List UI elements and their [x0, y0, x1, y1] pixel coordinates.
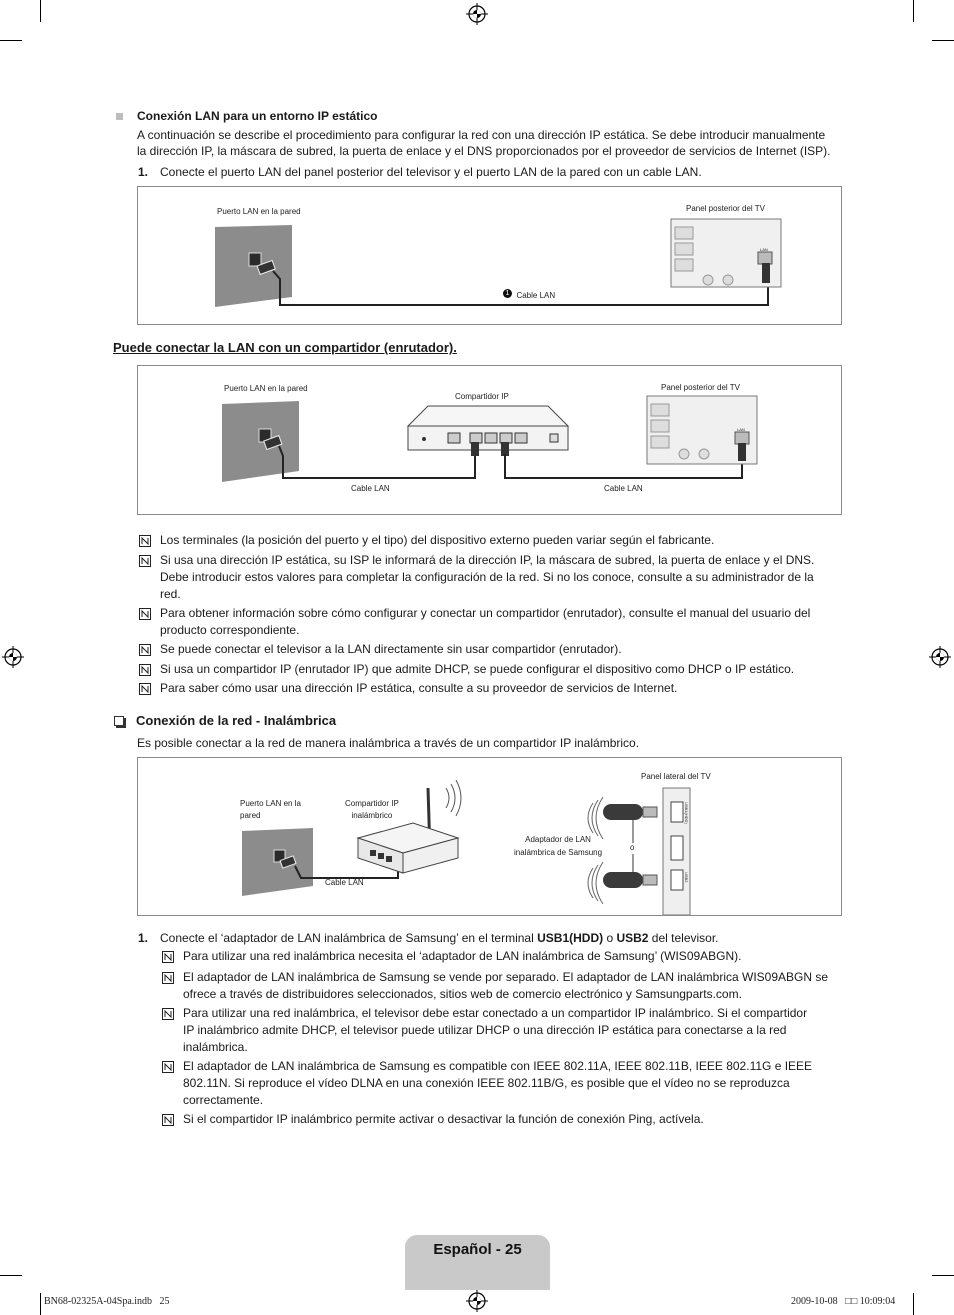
router-label-line: inalámbrico	[351, 811, 393, 820]
crop-mark	[0, 40, 22, 41]
usb1-label: USB1(HDD)	[684, 802, 689, 824]
cable-label-group	[503, 285, 555, 303]
lan-plug-icon	[762, 263, 770, 283]
crop-mark	[913, 0, 914, 22]
note-text-line: Se puede conectar el televisor a la LAN directamente sin usar compartidor (enrutador).	[160, 642, 622, 656]
note-text-line: Si el compartidor IP inalámbrico permite activar o desactivar la función de conexión Ping, actívela.	[183, 1112, 704, 1126]
adapter-label-line: inalámbrica de Samsung	[514, 848, 603, 857]
router-label	[345, 798, 399, 822]
wireless-intro: Es posible conectar a la red de manera inalámbrica a través de un compartidor IP inalámbrico.	[137, 736, 640, 750]
lan-port-label: LAN	[737, 427, 745, 432]
or-label: o	[630, 843, 635, 852]
lan-plug-icon	[738, 443, 746, 461]
wall-port-label	[240, 798, 301, 822]
note-text-line: 802.11N. Si reproduce el vídeo DLNA en una conexión IEEE 802.11B/G, es posible que el vídeo no se reproduzca	[183, 1076, 790, 1090]
tv-lan-port-icon	[735, 432, 749, 444]
note-icon	[139, 683, 151, 695]
intro-paragraph: A continuación se describe el procedimiento para configurar la red con una dirección IP estática. Se debe introducir manualmente	[137, 128, 826, 142]
tv-panel-label: Panel posterior del TV	[661, 383, 741, 392]
note-icon	[139, 644, 151, 656]
hdmi-port-icon	[671, 836, 683, 860]
side-panel-label: Panel lateral del TV	[641, 772, 711, 781]
router-label: Compartidor IP	[455, 392, 509, 401]
note-text-line: producto correspondiente.	[160, 623, 300, 637]
step-number: 1.	[138, 931, 149, 945]
wireless-heading: Conexión de la red - Inalámbrica	[136, 713, 337, 728]
note-icon	[139, 664, 151, 676]
usb2-port-icon	[671, 870, 683, 890]
cable-label: Cable LAN	[604, 484, 643, 493]
crop-mark	[40, 0, 41, 22]
note-text-line: Para utilizar una red inalámbrica necesita el ‘adaptador de LAN inalámbrica de Samsung’ (WIS09ABGN).	[183, 949, 742, 963]
callout-number-icon: 1	[503, 289, 512, 298]
diagram-wireless	[137, 757, 842, 916]
note-icon	[162, 972, 174, 984]
crop-mark	[932, 1275, 954, 1276]
usb2-label: USB2	[684, 872, 689, 883]
diagram-router-lan	[137, 365, 842, 515]
note-text-line: Si usa un compartidor IP (enrutador IP) que admite DHCP, se puede configurar el dispositivo como DHCP o IP estático.	[160, 662, 795, 676]
note-text-line: Para saber cómo usar una dirección IP estática, consulte a su proveedor de servicios de Internet.	[160, 681, 678, 695]
lan-port-label: LAN	[760, 247, 768, 252]
wall-port-label: Puerto LAN en la pared	[217, 207, 301, 216]
note-text-line: inalámbrica.	[183, 1040, 248, 1054]
tv-lan-port-icon	[758, 252, 772, 264]
note-icon	[139, 535, 151, 547]
wall-port-label: Puerto LAN en la pared	[224, 384, 308, 393]
registration-mark-icon	[466, 1290, 488, 1312]
wireless-step-text	[160, 930, 719, 947]
wall-port-label-line: pared	[240, 811, 261, 820]
crop-mark	[0, 1275, 22, 1276]
registration-mark-icon	[2, 646, 24, 668]
step-number: 1.	[138, 165, 149, 179]
page-tab	[405, 1235, 550, 1290]
usb1-term: USB1(HDD)	[537, 931, 604, 945]
cable-label: Cable LAN	[351, 484, 390, 493]
lan-cable-line	[279, 446, 475, 478]
bullet-square-icon	[116, 113, 123, 120]
note-text-line: red.	[160, 587, 181, 601]
adapter-label	[514, 833, 602, 859]
lan-plug-icon	[501, 442, 509, 456]
adapter-label-line: Adaptador de LAN	[525, 835, 591, 844]
cable-label: Cable LAN	[325, 878, 364, 887]
section-title: Conexión LAN para un entorno IP estático	[137, 109, 378, 123]
note-text-line: El adaptador de LAN inalámbrica de Samsung se vende por separado. El adaptador de LAN inalámbrica WIS09ABGN se	[183, 970, 829, 984]
note-icon	[162, 1114, 174, 1126]
checkbox-bullet-icon	[114, 716, 124, 726]
note-icon	[162, 951, 174, 963]
note-text-line: correctamente.	[183, 1093, 264, 1107]
lan-plug-icon	[471, 442, 479, 456]
note-text-line: Debe introducir estos valores para completar la configuración de la red. Si no los conoce, consulte a su administrador de la	[160, 570, 814, 584]
step-text: Conecte el puerto LAN del panel posterior del televisor y el puerto LAN de la pared con un cable LAN.	[160, 165, 702, 179]
wireless-adapter-icon	[603, 804, 643, 820]
note-text-line: Para utilizar una red inalámbrica, el televisor debe estar conectado a un compartidor IP inalámbrico. Si el compartidor	[183, 1006, 808, 1020]
tv-panel-label: Panel posterior del TV	[686, 204, 766, 213]
note-icon	[162, 1008, 174, 1020]
footer-datetime: 2009-10-08 □□ 10:09:04	[791, 1296, 896, 1307]
note-icon	[162, 1061, 174, 1073]
step-text-part: Conecte el ‘adaptador de LAN inalámbrica de Samsung’ en el terminal	[160, 931, 538, 945]
cable-label: Cable LAN	[516, 291, 556, 300]
note-text-line: Los terminales (la posición del puerto y el tipo) del dispositivo externo pueden variar según el fabricante.	[160, 533, 715, 547]
registration-mark-icon	[466, 3, 488, 25]
wall-port-label-line: Puerto LAN en la	[240, 799, 301, 808]
intro-paragraph: la dirección IP, la máscara de subred, la puerta de enlace y el DNS proporcionados por el proveedor de servicios de Internet (ISP).	[137, 144, 831, 158]
note-text-line: El adaptador de LAN inalámbrica de Samsung es compatible con IEEE 802.11A, IEEE 802.11B, IEEE 802.11G e IEEE	[183, 1059, 813, 1073]
crop-mark	[40, 1293, 41, 1315]
router-heading: Puede conectar la LAN con un compartidor (enrutador).	[113, 340, 457, 355]
crop-mark	[913, 1293, 914, 1315]
page-number-label: Español - 25	[433, 1241, 522, 1258]
footer-file-info: BN68-02325A-04Spa.indb 25	[44, 1296, 170, 1307]
usb2-term: USB2	[616, 931, 649, 945]
note-icon	[139, 555, 151, 567]
router-top	[408, 406, 568, 426]
wall-lan-port-icon	[249, 253, 261, 266]
note-text-line: Para obtener información sobre cómo configurar y conectar un compartidor (enrutador), consulte el manual del usuario del	[160, 606, 811, 620]
crop-mark	[932, 40, 954, 41]
note-text-line: IP inalámbrico admite DHCP, el televisor puede utilizar DHCP o una dirección IP estática para conectarse a la red	[183, 1023, 787, 1037]
usb1-port-icon	[671, 802, 683, 822]
wireless-adapter-icon	[603, 872, 643, 888]
registration-mark-icon	[929, 646, 951, 668]
diagram-wireless-art	[138, 758, 841, 915]
step-text-part: o	[603, 931, 617, 945]
step-text-part: del televisor.	[648, 931, 719, 945]
router-label-line: Compartidor IP	[345, 799, 399, 808]
note-icon	[139, 608, 151, 620]
note-text-line: Si usa una dirección IP estática, su ISP le informará de la dirección IP, la máscara de subred, la puerta de enlace y el DNS.	[160, 553, 815, 567]
note-text-line: ofrece a través de distribuidores seleccionados, sitios web de comercio electrónico y Samsungparts.com.	[183, 987, 742, 1001]
diagram-direct-lan	[137, 186, 842, 325]
